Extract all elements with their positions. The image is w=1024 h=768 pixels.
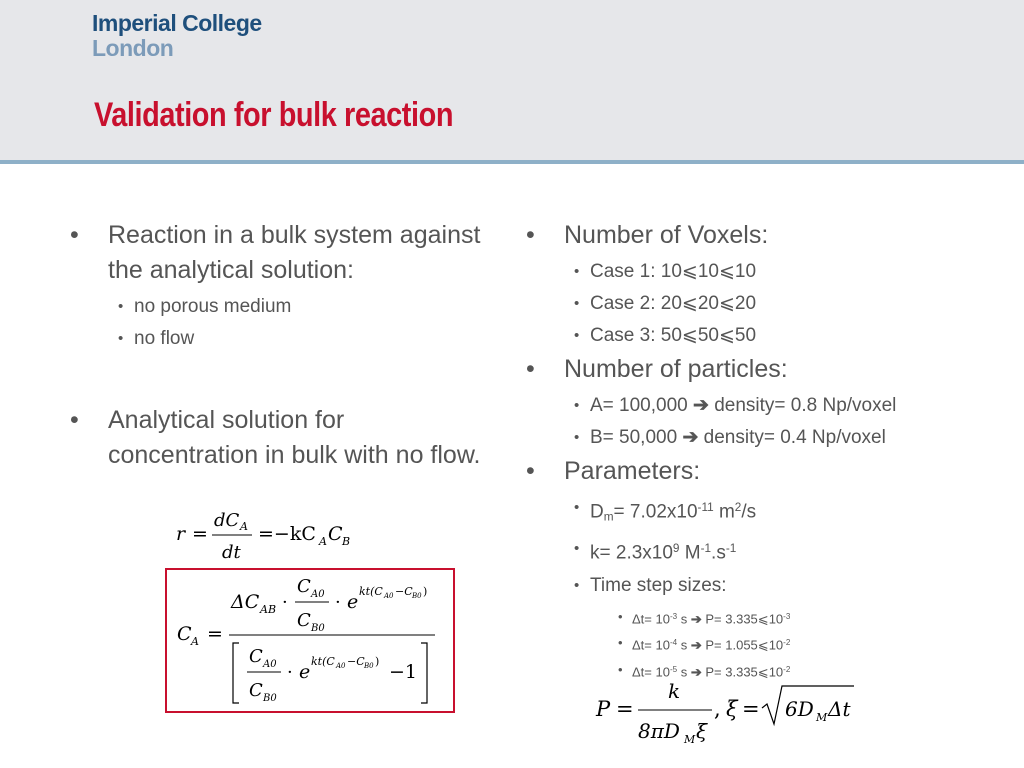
particle-a-label: A= 100,000 [590, 395, 688, 416]
logo-line-2: London [92, 35, 174, 61]
prob-radicand-sub: M [816, 711, 828, 724]
particle-b [564, 422, 996, 454]
sol-dot-3: · [287, 662, 293, 683]
p-sep: ⩽ [757, 637, 769, 653]
sub-bullet-no-flow: • no flow [108, 323, 500, 355]
sol-den-cb0: C [249, 680, 263, 701]
param-k [564, 533, 996, 569]
prob-p: P [596, 697, 611, 721]
param-dm [564, 492, 996, 533]
rate-rhs-sub-a: A [319, 535, 327, 548]
particle-a-density: density= 0.8 Np/voxel [714, 395, 897, 416]
p-exponent: -2 [783, 638, 791, 648]
case-n: 50 [734, 325, 757, 346]
arrow-icon: ➔ [690, 611, 702, 627]
case-sep: ⩽ [718, 261, 735, 282]
bullet-bulk-system-text: Reaction in a bulk system against the analytical solution: [108, 221, 481, 284]
case-n: 20 [697, 293, 719, 314]
prob-xi: ξ [726, 697, 738, 721]
voxel-case-3 [564, 320, 996, 352]
sol-exp-bottom-a0: A0 [336, 662, 346, 670]
dt-label: Δt= 10 [632, 637, 670, 653]
timestep-row-1 [590, 605, 996, 631]
sol-exp-bottom-close: ) [375, 655, 380, 668]
solution-equation [167, 570, 453, 711]
case-sep: ⩽ [681, 325, 698, 346]
sol-exp-top-minus: −C [395, 585, 413, 598]
particle-b-label: B= 50,000 [590, 427, 678, 448]
p-base: 10 [768, 611, 784, 627]
rate-r: r [176, 523, 186, 545]
sol-minus-one: −1 [389, 661, 418, 683]
slide-title: Validation for bulk reaction [94, 96, 454, 134]
case-n: 10 [697, 261, 719, 282]
case-sep: ⩽ [681, 261, 698, 282]
prob-den-xi: ξ [696, 719, 708, 743]
dt-label: Δt= 10 [632, 611, 670, 627]
arrow-icon: ➔ [690, 664, 702, 680]
voxel-case-1 [564, 256, 996, 288]
sol-num-ca0-sub: A0 [311, 589, 325, 600]
dm-unit-exponent: 2 [734, 501, 742, 514]
sol-delta: ΔC [231, 591, 260, 613]
p-base: 10 [768, 664, 784, 680]
dm-subscript: m [603, 510, 614, 524]
p-base: 10 [768, 637, 784, 653]
dm-value: = 7.02x10 [613, 501, 698, 523]
k-unit-mid: .s [711, 542, 726, 564]
college-logo [92, 11, 262, 61]
dm-unit: m [713, 501, 735, 523]
p-value: P= 1.055 [701, 637, 758, 653]
dt-exponent: -3 [669, 611, 678, 621]
case-n: 50 [660, 325, 682, 346]
sol-exp-bottom-minus: −C [347, 655, 365, 668]
prob-radicand-tail: Δt [828, 697, 851, 721]
slide-header [0, 0, 1024, 164]
sol-den-cb0-sub: B0 [263, 693, 277, 704]
sol-num-ca0: C [297, 576, 311, 597]
k-unit-exponent-1: -1 [700, 542, 712, 556]
rate-rhs-sub-b: B [342, 535, 351, 548]
p-exponent: -2 [783, 664, 791, 674]
sol-exp-top-a0: A0 [384, 592, 394, 600]
rate-equation [172, 506, 372, 566]
timestep-heading: Time step sizes: [590, 574, 727, 596]
p-value: P= 3.335 [701, 664, 758, 680]
case-sep: ⩽ [681, 293, 698, 314]
case-label: Case 1: [590, 261, 661, 282]
case-label: Case 2: [590, 293, 661, 314]
prob-denominator: 8πD [638, 719, 680, 743]
dt-exponent: -5 [669, 664, 678, 674]
voxels-heading: Number of Voxels: [564, 221, 769, 249]
bullet-bulk-system [70, 218, 500, 355]
bullet-parameters [526, 454, 996, 684]
sol-left-bracket [233, 643, 239, 703]
sol-dot-2: · [335, 592, 341, 613]
sol-den-ca0-sub: A0 [263, 659, 277, 670]
sol-dot-1: · [282, 592, 288, 613]
k-value: k= 2.3x10 [590, 542, 673, 564]
sol-num-cb0-sub: B0 [311, 623, 325, 634]
sol-den-ca0: C [249, 646, 263, 667]
timestep-row-2 [590, 631, 996, 657]
rate-numerator-sub: A [240, 520, 248, 533]
sol-num-cb0: C [297, 610, 311, 631]
p-value: P= 3.335 [701, 611, 758, 627]
particle-b-density: density= 0.4 Np/voxel [703, 427, 886, 448]
prob-comma: , [714, 697, 721, 721]
sol-exp-bottom-b0: B0 [364, 662, 374, 670]
param-timesteps [564, 570, 996, 684]
case-sep: ⩽ [718, 325, 735, 346]
prob-eq: = [616, 697, 634, 721]
sol-exp-top-b0: B0 [412, 592, 422, 600]
parameters-heading: Parameters: [564, 457, 701, 485]
dm-exponent: -11 [697, 501, 714, 514]
case-n: 20 [734, 293, 757, 314]
prob-eq2: = [742, 697, 760, 721]
rate-rhs: =−kC [258, 523, 316, 545]
k-unit-exponent-2: -1 [725, 542, 737, 556]
rate-rhs-c: C [328, 523, 343, 545]
prob-den-sub: M [684, 733, 696, 746]
dt-exponent: -4 [669, 638, 678, 648]
p-sep: ⩽ [757, 611, 769, 627]
sol-e-top: e [347, 591, 359, 613]
rate-eq: = [192, 523, 208, 545]
dm-symbol: D [590, 501, 604, 523]
k-exponent: 9 [672, 542, 680, 556]
prob-radicand: 6D [785, 697, 814, 721]
sol-lhs-sub: A [191, 635, 199, 648]
arrow-icon: ➔ [693, 395, 709, 416]
probability-equation [592, 678, 862, 748]
p-sep: ⩽ [757, 664, 769, 680]
bullet-analytical-solution: • Analytical solution for concentration in bulk with no flow. [70, 403, 500, 473]
case-sep: ⩽ [718, 293, 735, 314]
particle-a [564, 390, 996, 422]
dt-unit: s [677, 637, 691, 653]
sol-e-bottom: e [299, 661, 311, 683]
sol-lhs: C [177, 623, 192, 645]
sol-delta-sub: AB [260, 603, 277, 616]
voxel-case-2 [564, 288, 996, 320]
case-label: Case 3: [590, 325, 661, 346]
spacer [70, 355, 500, 403]
arrow-icon: ➔ [682, 427, 699, 448]
p-exponent: -3 [783, 611, 791, 621]
sol-exp-top-close: ) [423, 585, 428, 598]
sol-right-bracket [421, 643, 427, 703]
case-n: 50 [697, 325, 719, 346]
particles-heading: Number of particles: [564, 355, 788, 383]
logo-line-1: Imperial College [92, 10, 262, 36]
dt-unit: s [677, 611, 691, 627]
sol-exp-top: kt(C [359, 585, 383, 598]
bullet-particles [526, 352, 996, 454]
sol-exp-bottom: kt(C [311, 655, 335, 668]
dt-label: Δt= 10 [632, 664, 670, 680]
rate-denominator: dt [222, 542, 241, 563]
bullet-voxels [526, 218, 996, 352]
sub-bullet-no-porous: • no porous medium [108, 291, 500, 323]
sol-eq: = [207, 623, 223, 645]
right-column [526, 218, 996, 684]
case-n: 10 [734, 261, 757, 282]
dt-unit: s [677, 664, 691, 680]
case-n: 10 [660, 261, 682, 282]
case-n: 20 [660, 293, 682, 314]
rate-numerator: dC [214, 510, 240, 531]
k-unit: M [679, 542, 701, 564]
dm-unit-tail: /s [741, 501, 757, 523]
arrow-icon: ➔ [690, 637, 702, 653]
solution-box [165, 568, 455, 713]
left-column [70, 218, 500, 473]
prob-numerator: k [668, 679, 681, 703]
